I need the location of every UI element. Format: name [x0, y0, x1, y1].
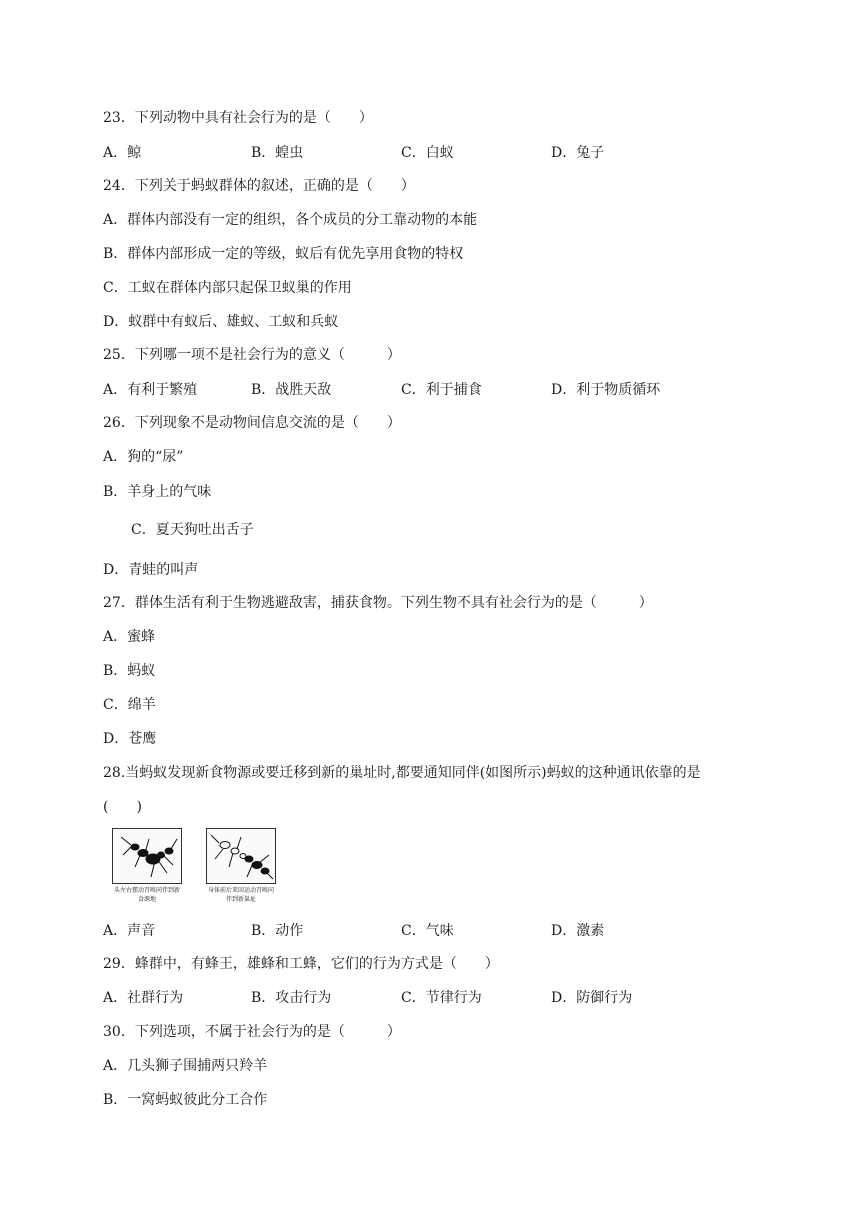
question-25-stem: 25．下列哪一项不是社会行为的意义（ ）	[103, 347, 401, 363]
question-26-stem: 26．下列现象不是动物间信息交流的是（ ）	[103, 415, 401, 431]
question-27-option-a: A．蜜蜂	[103, 629, 156, 645]
question-28-stem: 28.当蚂蚁发现新食物源或要迁移到新的巢址时,都要通知同伴(如图所示)蚂蚁的这种通讯依靠的是	[103, 765, 701, 781]
question-29-option-a: A．社群行为	[103, 990, 184, 1006]
question-23-stem: 23．下列动物中具有社会行为的是（ ）	[103, 110, 373, 126]
question-27-option-c: C．绵羊	[103, 697, 156, 713]
question-23-option-b: B．蝗虫	[251, 145, 304, 161]
question-26-option-b: B．羊身上的气味	[103, 484, 212, 500]
question-23-option-d: D．兔子	[551, 145, 605, 161]
question-29-stem: 29．蜂群中，有蜂王，雄蜂和工蜂，它们的行为方式是（ ）	[103, 956, 499, 972]
question-29-option-c: C．节律行为	[401, 990, 482, 1006]
ant-caption-right: 身体前后来回运动召唤同伴到新巢址	[207, 887, 274, 903]
question-26-option-d: D．青蛙的叫声	[103, 562, 199, 578]
question-25-option-d: D．利于物质循环	[551, 382, 661, 398]
ant-panel-right	[206, 828, 276, 910]
question-30-option-b: B．一窝蚂蚁彼此分工合作	[103, 1092, 268, 1108]
question-27-stem: 27．群体生活有利于生物逃避敌害，捕获食物。下列生物不具有社会行为的是（ ）	[103, 595, 653, 611]
question-30-option-a: A．几头狮子围捕两只羚羊	[103, 1058, 268, 1074]
question-25-option-b: B．战胜天敌	[251, 382, 332, 398]
question-28-stem-bracket: ( )	[103, 799, 142, 815]
question-24-stem: 24．下列关于蚂蚁群体的叙述，正确的是（ ）	[103, 178, 415, 194]
question-26-option-c: C．夏天狗吐出舌子	[131, 522, 254, 538]
question-27-option-b: B．蚂蚁	[103, 663, 156, 679]
question-29-option-d: D．防御行为	[551, 990, 633, 1006]
question-28-option-a: A．声音	[103, 923, 156, 939]
question-27-option-d: D．苍鹰	[103, 731, 157, 747]
question-29-option-b: B．攻击行为	[251, 990, 332, 1006]
question-24-option-a: A．群体内部没有一定的组织，各个成员的分工靠动物的本能	[103, 212, 478, 228]
question-24-option-c: C．工蚁在群体内部只起保卫蚁巢的作用	[103, 280, 352, 296]
question-28-option-b: B．动作	[251, 923, 304, 939]
ant-panel-left	[112, 828, 182, 910]
question-28-option-d: D．激素	[551, 923, 605, 939]
ant-caption-left: 头左右摆动召唤同伴到新食源地	[113, 887, 180, 903]
question-25-option-c: C．利于捕食	[401, 382, 482, 398]
question-23-option-a: A．鲸	[103, 145, 142, 161]
ant-drawing-left	[112, 828, 182, 884]
ant-drawing-right	[206, 828, 276, 884]
question-28-option-c: C．气味	[401, 923, 454, 939]
question-24-option-d: D．蚁群中有蚁后、雄蚁、工蚁和兵蚁	[103, 314, 339, 330]
question-25-option-a: A．有利于繁殖	[103, 382, 198, 398]
question-23-option-c: C．白蚁	[401, 145, 454, 161]
question-30-stem: 30．下列选项，不属于社会行为的是（ ）	[103, 1024, 401, 1040]
question-26-option-a: A．狗的“尿”	[103, 449, 184, 465]
ant-communication-figure	[112, 828, 284, 910]
question-24-option-b: B．群体内部形成一定的等级，蚁后有优先享用食物的特权	[103, 246, 464, 262]
